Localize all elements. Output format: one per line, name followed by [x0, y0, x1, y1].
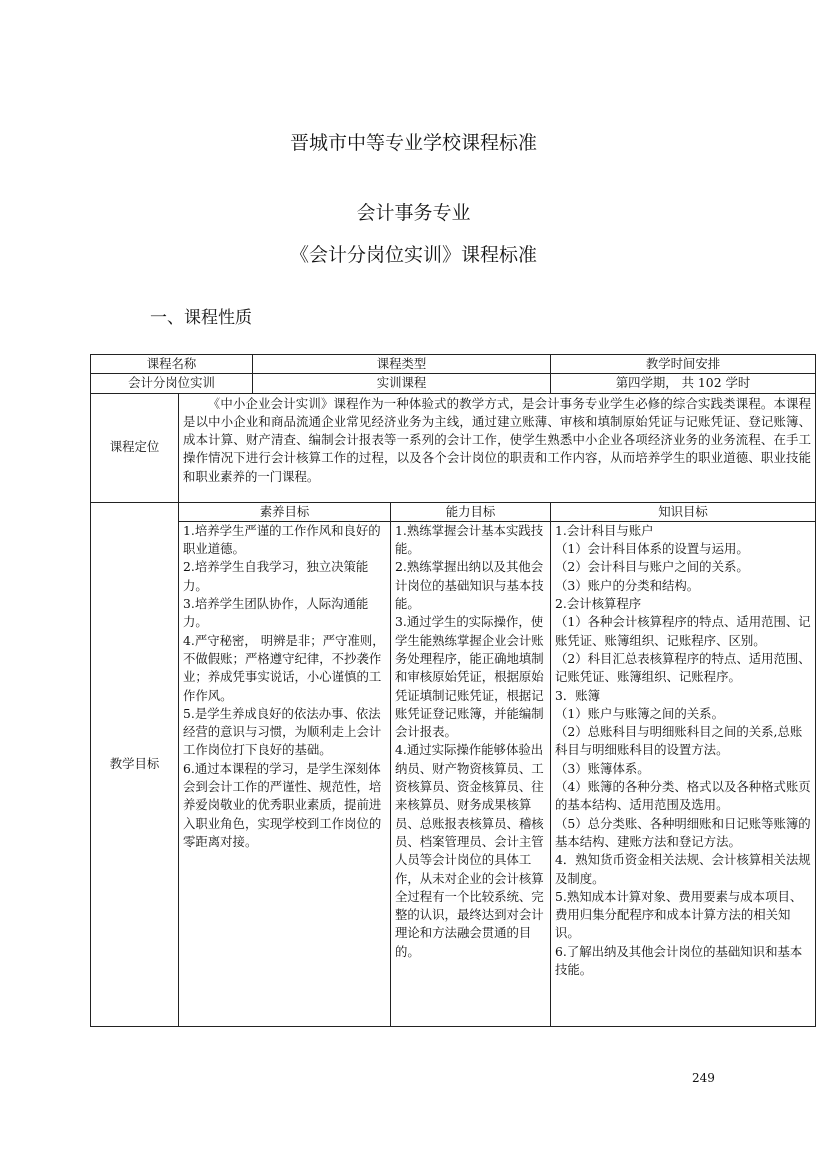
- knowledge-item: （3）账簿体系。: [555, 760, 650, 776]
- knowledge-item: （2）会计科目与账户之间的关系。: [555, 559, 749, 575]
- header-course-name: 课程名称: [91, 355, 253, 374]
- course-standard-table: [90, 354, 816, 1027]
- value-course-type: 实训课程: [253, 374, 551, 393]
- literacy-item: 2.培养学生自我学习，独立决策能力。: [183, 559, 369, 593]
- major-title: 会计事务专业: [356, 202, 471, 224]
- header-ability: 能力目标: [391, 502, 551, 521]
- school-title: 晋城市中等专业学校课程标准: [289, 132, 537, 154]
- positioning-label: 课程定位: [91, 393, 179, 502]
- knowledge-item: （1）会计科目体系的设置与运用。: [555, 541, 749, 557]
- knowledge-item: （2）总账科目与明细账科目之间的关系,总账科目与明细账科目的设置方法。: [555, 724, 803, 758]
- ability-item: 3.通过学生的实际操作，使学生能熟练掌握企业会计账务处理程序，能正确地填制和审核原始凭证，根据原始凭证填制记账凭证，根据记账凭证登记账簿，并能编制会计报表。: [395, 614, 544, 740]
- literacy-item: 1.培养学生严谨的工作作风和良好的职业道德。: [183, 522, 381, 557]
- knowledge-item: （4）账簿的各种分类、格式以及各种格式账页的基本结构、适用范围及选用。: [555, 779, 811, 813]
- knowledge-item: 1.会计科目与账户: [555, 522, 654, 538]
- info-header-row: [91, 355, 816, 374]
- header-literacy: 素养目标: [179, 502, 391, 521]
- page-number: 249: [692, 1071, 715, 1085]
- positioning-text: 《中小企业会计实训》课程作为一种体验式的教学方式，是会计事务专业学生必修的综合实践类课程。本课程是以中小企业和商品流通企业常见经济业务为主线，通过建立账薄、审核和填制原始凭证与记账凭证、登记账簿、成本计算、财产清查、编制会计报表等一系列的会计工作，使学生熟悉中小企业各项经济业务的业务流程、在手工操作情况下进行会计核算工作的过程，以及各个会计岗位的职责和工作内容，从而培养学生的职业道德、职业技能和职业素养的一门课程。: [183, 395, 811, 484]
- positioning-row: [91, 393, 816, 502]
- header-course-type: 课程类型: [253, 355, 551, 374]
- literacy-item: 5.是学生养成良好的依法办事、依法经营的意识与习惯，为顺利走上会计工作岗位打下良好的基础。: [183, 705, 382, 758]
- knowledge-item: 5.熟知成本计算对象、费用要素与成本项目、费用归集分配程序和成本计算方法的相关知识。: [555, 888, 803, 941]
- literacy-item: 6.通过本课程的学习，是学生深刻体会到会计工作的严谨性、规范性，培养爱岗敬业的优秀职业素质，提前进入职业角色，实现学校到工作岗位的零距离对接。: [183, 760, 382, 849]
- header-knowledge: 知识目标: [551, 502, 816, 521]
- knowledge-item: 4．熟知货币资金相关法规、会计核算相关法规及制度。: [555, 852, 811, 886]
- knowledge-item: 2.会计核算程序: [555, 596, 642, 612]
- header-schedule: 教学时间安排: [551, 355, 816, 374]
- objectives-label: 教学目标: [91, 502, 179, 1026]
- knowledge-item: （2）科目汇总表核算程序的特点、适用范围、记账凭证、账簿组织、记账程序。: [555, 650, 811, 685]
- ability-item: 2.熟练掌握出纳以及其他会计岗位的基础知识与基本技能。: [395, 559, 544, 612]
- knowledge-item: 6.了解出纳及其他会计岗位的基础知识和基本技能。: [555, 943, 803, 978]
- objectives-header-row: [91, 502, 816, 521]
- knowledge-item: （1）账户与账簿之间的关系。: [555, 705, 724, 721]
- ability-cell: [391, 521, 551, 1026]
- knowledge-item: （5）总分类账、各种明细账和日记账等账簿的基本结构、建账方法和登记方法。: [555, 815, 811, 849]
- section-heading: 一、课程性质: [150, 308, 252, 328]
- value-schedule: 第四学期， 共 102 学时: [551, 374, 816, 393]
- knowledge-item: （1）各种会计核算程序的特点、适用范围、记账凭证、账簿组织、记账程序、区别。: [555, 614, 811, 648]
- knowledge-item: 3．账簿: [555, 687, 601, 703]
- info-value-row: [91, 374, 816, 393]
- course-title: 《会计分岗位实训》课程标准: [289, 244, 537, 266]
- objectives-content-row: [91, 521, 816, 1026]
- ability-item: 4.通过实际操作能够体验出纳员、财产物资核算员、工资核算员、资金核算员、往来核算员、财务成果核算员、总账报表核算员、稽核员、档案管理员、会计主管人员等会计岗位的具体工作，从未对企业的会计核算全过程有一个比较系统、完整的认识，最终达到对会计理论和方法融会贯通的目的。: [395, 742, 544, 959]
- literacy-item: 3.培养学生团队协作，人际沟通能力。: [183, 596, 369, 630]
- knowledge-cell: [551, 521, 816, 1026]
- value-course-name: 会计分岗位实训: [91, 374, 253, 393]
- ability-item: 1.熟练掌握会计基本实践技能。: [395, 522, 544, 557]
- literacy-cell: [179, 521, 391, 1026]
- literacy-item: 4.严守秘密， 明辨是非；严守准则，不做假账；严格遵守纪律，不抄袭作业；养成凭事实说话，小心谨慎的工作作风。: [183, 632, 385, 703]
- knowledge-item: （3）账户的分类和结构。: [555, 577, 700, 593]
